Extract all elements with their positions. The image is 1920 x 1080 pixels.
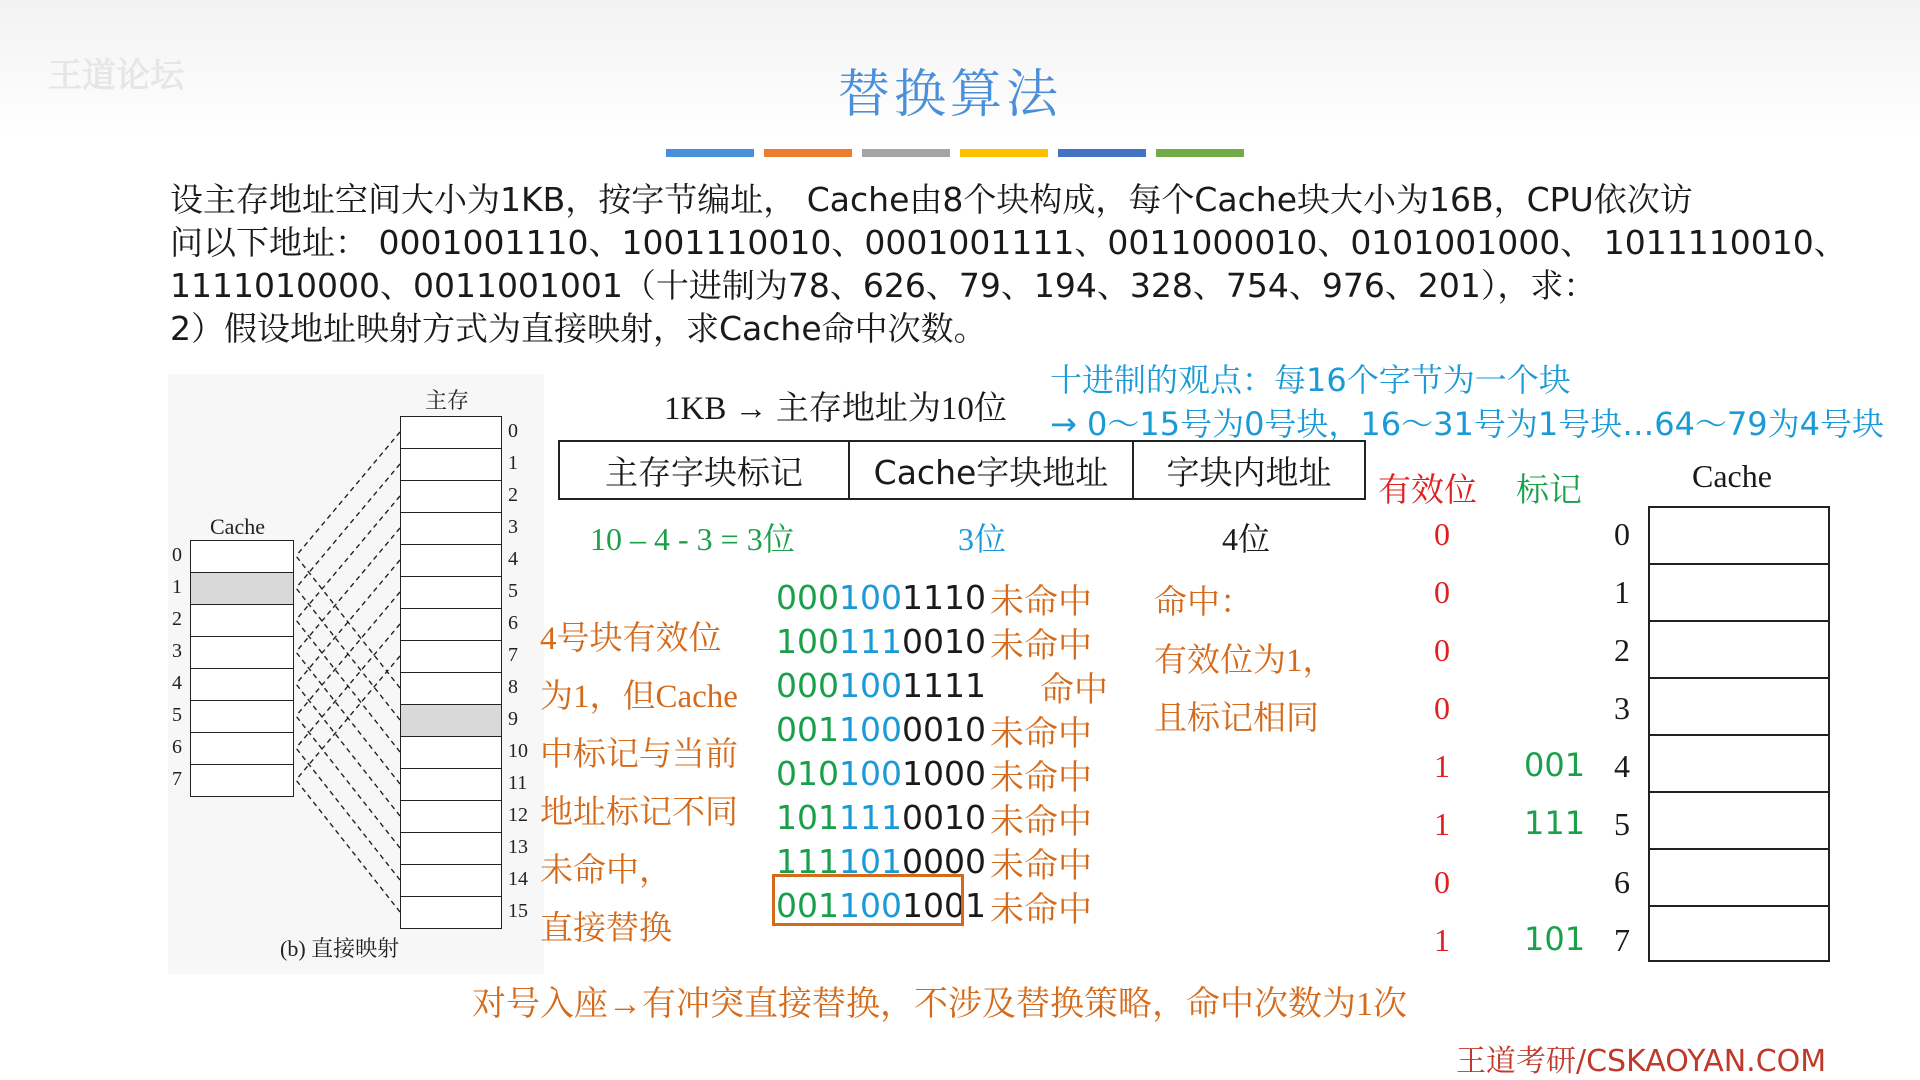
access-row bbox=[776, 798, 1092, 841]
access-row bbox=[776, 578, 1092, 621]
main-memory-index: 9 bbox=[508, 708, 518, 730]
address-tag-bits: 111 bbox=[776, 842, 839, 881]
cache-line-index: 1 bbox=[1614, 574, 1630, 610]
address-index-bits: 101 bbox=[839, 842, 902, 881]
mapping-line bbox=[296, 556, 400, 688]
tag-header: 标记 bbox=[1516, 473, 1582, 509]
replacement-note-line: 直接替换 bbox=[540, 911, 672, 947]
colorbar-segment bbox=[666, 149, 754, 157]
main-memory-index: 15 bbox=[508, 900, 528, 922]
access-address bbox=[776, 710, 986, 749]
mapping-line bbox=[296, 652, 400, 784]
field-cache-index: Cache字块地址 bbox=[850, 442, 1134, 498]
access-result: 未命中 bbox=[990, 584, 1092, 621]
cache-slot bbox=[1648, 905, 1830, 962]
mapping-line bbox=[296, 528, 400, 652]
replacement-note-line: 中标记与当前 bbox=[540, 737, 738, 773]
access-result: 未命中 bbox=[990, 892, 1092, 929]
cache-index: 4 bbox=[172, 672, 182, 694]
cache-slot bbox=[1648, 563, 1830, 620]
access-row bbox=[776, 754, 1092, 797]
mapping-line bbox=[296, 716, 400, 848]
main-memory-index: 8 bbox=[508, 676, 518, 698]
access-result: 命中 bbox=[1040, 672, 1108, 709]
mapping-lines bbox=[168, 374, 544, 974]
problem-line-4: 2）假设地址映射方式为直接映射，求Cache命中次数。 bbox=[170, 309, 987, 348]
replacement-note bbox=[540, 610, 738, 958]
problem-line-3: 1111010000、0011001001（十进制为78、626、79、194、328、754、976、201），求： bbox=[170, 266, 1597, 305]
address-index-bits: 100 bbox=[839, 710, 902, 749]
address-offset-bits: 1110 bbox=[902, 578, 986, 617]
tag-bits: 10 – 4 - 3 = 3位 bbox=[590, 521, 795, 557]
cache-index: 3 bbox=[172, 640, 182, 662]
replacement-note-line: 为1，但Cache bbox=[540, 679, 738, 715]
main-memory-index: 1 bbox=[508, 452, 518, 474]
address-tag-bits: 001 bbox=[776, 710, 839, 749]
conclusion: 对号入座→有冲突直接替换，不涉及替换策略，命中次数为1次 bbox=[472, 986, 1407, 1023]
cache-label: Cache bbox=[210, 514, 265, 539]
cache-slot bbox=[1648, 734, 1830, 791]
cache-header: Cache bbox=[1692, 458, 1772, 494]
address-index-bits: 100 bbox=[839, 886, 902, 925]
address-offset-bits: 0000 bbox=[902, 842, 986, 881]
cache-line-index: 3 bbox=[1614, 690, 1630, 726]
cache-valid-bit: 0 bbox=[1434, 690, 1450, 726]
address-tag-bits: 000 bbox=[776, 666, 839, 705]
access-result: 未命中 bbox=[990, 848, 1092, 885]
access-result: 未命中 bbox=[990, 628, 1092, 665]
valid-header: 有效位 bbox=[1378, 473, 1477, 509]
cache-slot bbox=[1648, 677, 1830, 734]
address-offset-bits: 0010 bbox=[902, 622, 986, 661]
colorbar-segment bbox=[862, 149, 950, 157]
colorbar-segment bbox=[764, 149, 852, 157]
colorbar-segment bbox=[1058, 149, 1146, 157]
address-index-bits: 111 bbox=[839, 798, 902, 837]
access-row bbox=[776, 666, 1108, 709]
cache-valid-bit: 0 bbox=[1434, 632, 1450, 668]
access-row bbox=[776, 710, 1092, 753]
mapping-line bbox=[296, 432, 400, 556]
field-tag: 主存字块标记 bbox=[560, 442, 850, 498]
decimal-note-line-2: → 0～15号为0号块，16～31号为1号块…64～79为4号块 bbox=[1050, 405, 1885, 443]
main-memory-label: 主存 bbox=[425, 388, 470, 413]
address-tag-bits: 001 bbox=[776, 886, 839, 925]
address-offset-bits: 1001 bbox=[902, 886, 986, 925]
replacement-note-line: 4号块有效位 bbox=[540, 621, 722, 657]
main-memory-index: 11 bbox=[508, 772, 528, 794]
cache-slot bbox=[1648, 620, 1830, 677]
access-address bbox=[776, 666, 986, 705]
mapping-line bbox=[296, 620, 400, 752]
watermark-logo: 王道论坛 bbox=[48, 56, 184, 96]
cache-tag: 111 bbox=[1524, 804, 1586, 842]
main-memory-index: 0 bbox=[508, 420, 518, 442]
field-offset: 字块内地址 bbox=[1166, 452, 1332, 492]
mapping-line bbox=[296, 748, 400, 880]
cache-index: 0 bbox=[172, 544, 182, 566]
decimal-note-line-1: 十进制的观点：每16个字节为一个块 bbox=[1050, 361, 1571, 399]
cache-line-index: 2 bbox=[1614, 632, 1630, 668]
cache-valid-bit: 0 bbox=[1434, 864, 1450, 900]
cache-line-index: 0 bbox=[1614, 516, 1630, 552]
cache-slot bbox=[1648, 506, 1830, 563]
offset-bits: 4位 bbox=[1222, 521, 1271, 557]
problem-line-1: 设主存地址空间大小为1KB，按字节编址， Cache由8个块构成，每个Cache块大小为16B，CPU依次访 bbox=[170, 180, 1693, 219]
cache-index: 7 bbox=[172, 768, 182, 790]
main-memory-index: 12 bbox=[508, 804, 528, 826]
main-memory-index: 4 bbox=[508, 548, 518, 570]
mapping-line bbox=[296, 684, 400, 816]
cache-line-index: 4 bbox=[1614, 748, 1630, 784]
main-memory-index: 2 bbox=[508, 484, 518, 506]
diagram-caption: (b) 直接映射 bbox=[280, 936, 400, 961]
mapping-line bbox=[296, 588, 400, 720]
cache-line-index: 6 bbox=[1614, 864, 1630, 900]
cache-line-index: 7 bbox=[1614, 922, 1630, 958]
kb-note: 1KB → 主存地址为10位 bbox=[664, 391, 1007, 427]
footer-brand: 王道考研/CSKAOYAN.COM bbox=[1456, 1044, 1827, 1079]
cache-tag: 001 bbox=[1524, 746, 1586, 784]
main-memory-index: 5 bbox=[508, 580, 518, 602]
cache-valid-bit: 1 bbox=[1434, 806, 1450, 842]
slide-title: 替换算法 bbox=[837, 65, 1062, 125]
address-index-bits: 100 bbox=[839, 578, 902, 617]
main-memory-index: 10 bbox=[508, 740, 528, 762]
main-memory-index: 7 bbox=[508, 644, 518, 666]
access-result: 未命中 bbox=[990, 760, 1092, 797]
main-memory-index: 14 bbox=[508, 868, 528, 890]
cache-tag: 101 bbox=[1524, 920, 1586, 958]
address-tag-bits: 101 bbox=[776, 798, 839, 837]
cache-valid-bit: 1 bbox=[1434, 748, 1450, 784]
cache-index: 5 bbox=[172, 704, 182, 726]
address-offset-bits: 0010 bbox=[902, 798, 986, 837]
colorbar-segment bbox=[960, 149, 1048, 157]
access-row bbox=[776, 622, 1092, 665]
hit-note-line-2: 有效位为1， bbox=[1154, 643, 1336, 679]
cache-index: 1 bbox=[172, 576, 182, 598]
main-memory-index: 6 bbox=[508, 612, 518, 634]
cache-index: 2 bbox=[172, 608, 182, 630]
cache-valid-bit: 1 bbox=[1434, 922, 1450, 958]
colorbar-segment bbox=[1156, 149, 1244, 157]
access-result: 未命中 bbox=[990, 804, 1092, 841]
mapping-line bbox=[296, 496, 400, 620]
cache-slots bbox=[1648, 506, 1830, 962]
replacement-note-line: 未命中， bbox=[540, 853, 672, 889]
cache-index: 6 bbox=[172, 736, 182, 758]
access-result: 未命中 bbox=[990, 716, 1092, 753]
cache-valid-bit: 0 bbox=[1434, 574, 1450, 610]
address-index-bits: 100 bbox=[839, 754, 902, 793]
cache-valid-bit: 0 bbox=[1434, 516, 1450, 552]
address-tag-bits: 100 bbox=[776, 622, 839, 661]
highlight-last-access bbox=[772, 874, 964, 926]
address-index-bits: 111 bbox=[839, 622, 902, 661]
cache-slot bbox=[1648, 791, 1830, 848]
access-address bbox=[776, 578, 986, 617]
cache-slot bbox=[1648, 848, 1830, 905]
hit-note-line-1: 命中： bbox=[1154, 585, 1253, 621]
problem-line-2: 问以下地址： 0001001110、1001110010、0001001111、0011000010、0101001000、 1011110010、 bbox=[170, 223, 1847, 262]
main-memory-index: 3 bbox=[508, 516, 518, 538]
address-field-table bbox=[558, 440, 1366, 500]
address-offset-bits: 0010 bbox=[902, 710, 986, 749]
access-address bbox=[776, 798, 986, 837]
address-tag-bits: 010 bbox=[776, 754, 839, 793]
access-address bbox=[776, 622, 986, 661]
access-address bbox=[776, 754, 986, 793]
address-tag-bits: 000 bbox=[776, 578, 839, 617]
address-offset-bits: 1111 bbox=[902, 666, 986, 705]
cache-line-index: 5 bbox=[1614, 806, 1630, 842]
address-offset-bits: 1000 bbox=[902, 754, 986, 793]
main-memory-index: 13 bbox=[508, 836, 528, 858]
address-index-bits: 100 bbox=[839, 666, 902, 705]
hit-note-line-3: 且标记相同 bbox=[1154, 701, 1319, 737]
replacement-note-line: 地址标记不同 bbox=[540, 795, 738, 831]
mapping-line bbox=[296, 464, 400, 588]
mapping-line bbox=[296, 780, 400, 912]
index-bits: 3位 bbox=[958, 521, 1007, 557]
direct-mapping-diagram bbox=[168, 374, 544, 974]
title-colorbar bbox=[666, 142, 1254, 150]
